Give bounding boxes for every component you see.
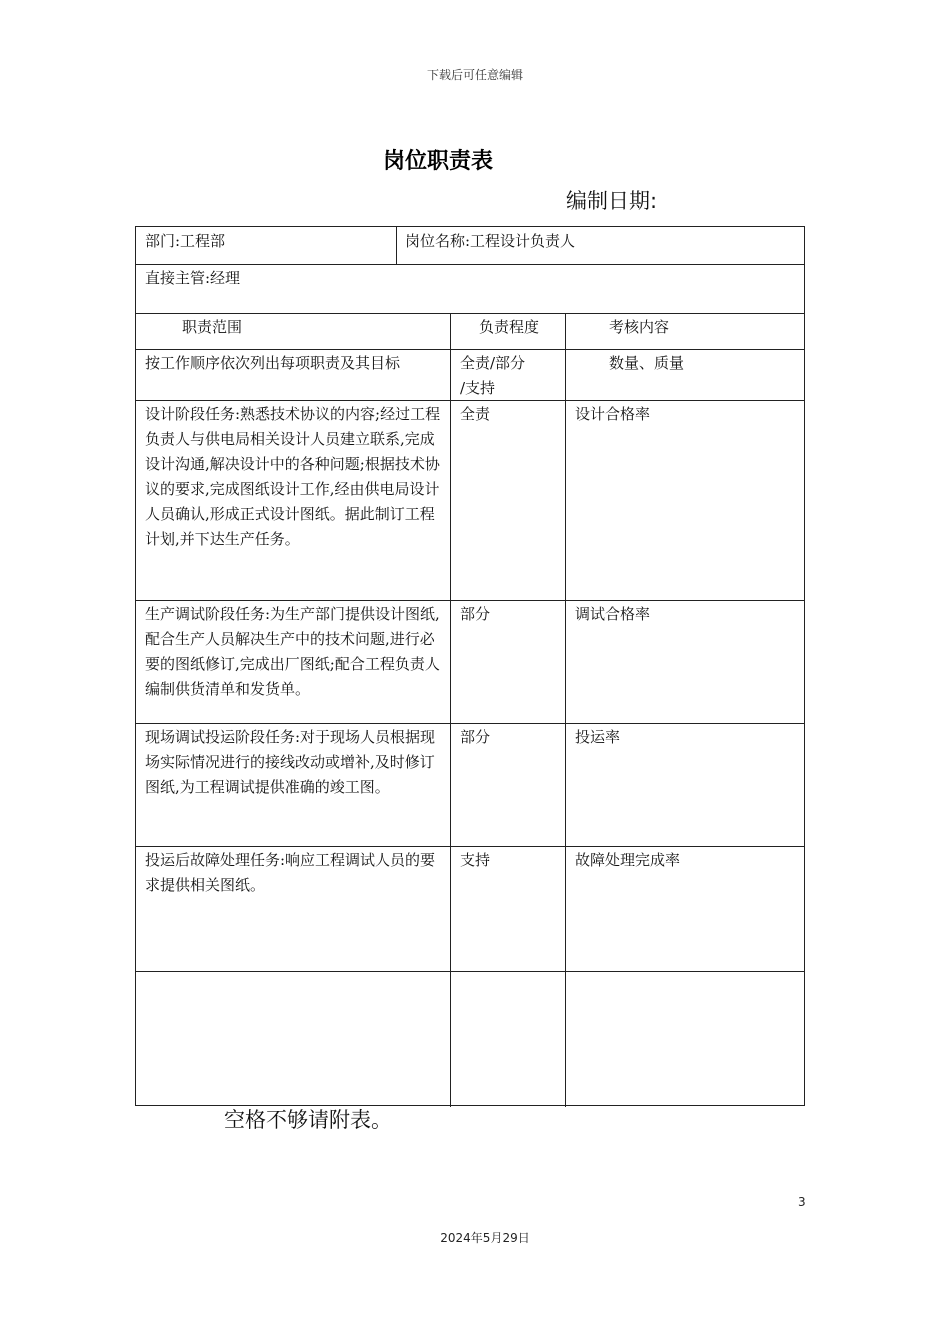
table-row-degree: 支持 xyxy=(460,851,491,869)
table-rule xyxy=(136,971,804,972)
table-row-degree: 部分 xyxy=(460,728,491,746)
column-header-scope: 职责范围 xyxy=(182,318,243,336)
footnote: 空格不够请附表。 xyxy=(224,1108,392,1132)
position-cell: 岗位名称:工程设计负责人 xyxy=(405,232,576,250)
table-rule xyxy=(450,313,451,1107)
responsibility-table xyxy=(135,226,805,1106)
table-rule xyxy=(565,313,566,1107)
table-row-assessment: 投运率 xyxy=(575,728,621,746)
table-row-degree: 部分 xyxy=(460,605,491,623)
table-rule xyxy=(136,264,804,265)
table-row-assessment: 调试合格率 xyxy=(575,605,651,623)
page-number: 3 xyxy=(798,1195,806,1209)
table-row-scope: 设计阶段任务:熟悉技术协议的内容;经过工程负责人与供电局相关设计人员建立联系,完成设计沟通,解决设计中的各种问题;根据技术协议的要求,完成图纸设计工作,经由供电局设计人员确认,形成正式设计图纸。据此制订工程计划,并下达生产任务。 xyxy=(145,405,441,548)
table-rule xyxy=(136,600,804,601)
column-header-degree: 负责程度 xyxy=(479,318,540,336)
date-label: 编制日期: xyxy=(566,189,658,213)
table-rule xyxy=(136,313,804,314)
instruction-assessment: 数量、质量 xyxy=(609,354,685,372)
supervisor-cell: 直接主管:经理 xyxy=(145,269,241,287)
instruction-scope: 按工作顺序依次列出每项职责及其目标 xyxy=(145,354,401,372)
header-note: 下载后可任意编辑 xyxy=(426,68,523,82)
table-row-scope: 现场调试投运阶段任务:对于现场人员根据现场实际情况进行的接线改动或增补,及时修订图纸,为工程调试提供准确的竣工图。 xyxy=(145,728,436,796)
table-row-assessment: 故障处理完成率 xyxy=(575,851,681,869)
table-row-scope: 投运后故障处理任务:响应工程调试人员的要求提供相关图纸。 xyxy=(145,851,436,894)
table-row-scope: 生产调试阶段任务:为生产部门提供设计图纸,配合生产人员解决生产中的技术问题,进行必要的图纸修订,完成出厂图纸;配合工程负责人编制供货清单和发货单。 xyxy=(145,605,440,698)
column-header-assessment: 考核内容 xyxy=(609,318,670,336)
department-cell: 部门:工程部 xyxy=(145,232,226,250)
table-rule xyxy=(136,723,804,724)
instruction-degree: 全责/部分 /支持 xyxy=(460,354,526,397)
table-row-assessment: 设计合格率 xyxy=(575,405,651,423)
footer-date: 2024年5月29日 xyxy=(440,1231,530,1245)
table-rule xyxy=(136,349,804,350)
table-rule xyxy=(136,846,804,847)
table-rule xyxy=(396,227,397,264)
table-row-degree: 全责 xyxy=(460,405,491,423)
page-title: 岗位职责表 xyxy=(382,149,493,174)
